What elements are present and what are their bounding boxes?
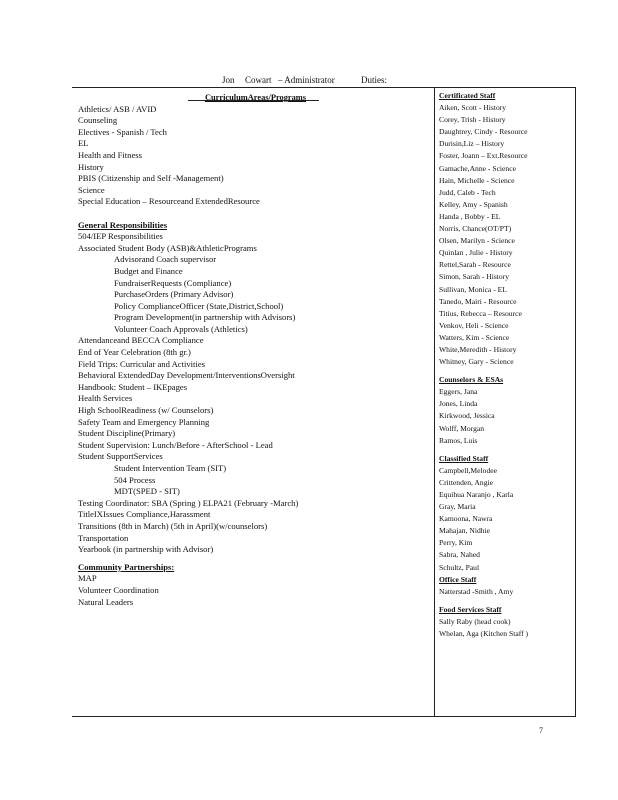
community-list — [78, 573, 433, 608]
staff-item: Tanedo, Mairi - Resource — [439, 296, 517, 306]
responsibility-item: Student Intervention Team (SIT) — [114, 463, 227, 473]
staff-item: Ramos, Luis — [439, 435, 478, 445]
certificated-heading: Certificated Staff — [439, 91, 496, 100]
responsibility-item: Yearbook (in partnership with Advisor) — [78, 544, 214, 555]
staff-item: Jones, Linda — [439, 399, 478, 409]
responsibility-item: Testing Coordinator: SBA (Spring ) ELPA21 (February -March) — [78, 497, 299, 508]
staff-item: Perry, Kim — [439, 538, 473, 548]
role-label: – Administrator — [278, 75, 335, 85]
curriculum-item: Health and Fitness — [78, 149, 142, 160]
staff-item: Durisin,Liz – History — [439, 139, 505, 149]
classified-heading: Classified Staff — [439, 453, 489, 463]
name-first: Jon — [222, 75, 235, 85]
staff-item: Sally Raby (head cook) — [439, 616, 511, 626]
staff-item: Daughtrey, Cindy - Resource — [439, 127, 528, 137]
staff-item: Wolff, Morgan — [439, 423, 485, 433]
responsibility-item: Student Discipline(Primary) — [78, 428, 176, 439]
staff-item: Norris, Chance(OT/PT) — [439, 224, 512, 234]
staff-item: Mahajan, Nidhie — [439, 526, 491, 536]
certificated-list — [439, 102, 573, 368]
curriculum-item: Electives - Spanish / Tech — [78, 126, 167, 137]
responsibility-item: High SchoolReadiness (w/ Counselors) — [78, 405, 214, 416]
divider — [434, 87, 435, 717]
curriculum-item: Athletics/ ASB / AVID — [78, 103, 157, 114]
responsibility-item: Safety Team and Emergency Planning — [78, 416, 210, 427]
curriculum-item: Special Education – Resourceand ExtendedResource — [78, 196, 260, 207]
food-heading: Food Services Staff — [439, 604, 502, 614]
staff-item: Quinlan , Julie - History — [439, 248, 513, 258]
staff-item: Judd, Caleb - Tech — [439, 187, 496, 197]
responsibility-item: Transitions (8th in March) (5th in April)(w/counselors) — [78, 520, 268, 531]
staff-item: Olsen, Marilyn - Science — [439, 236, 515, 246]
staff-item: Schultz, Paul — [439, 562, 480, 572]
responsibility-item: Associated Student Body (ASB)&AthleticPrograms — [78, 242, 257, 253]
responsibility-item: Student SupportServices — [78, 451, 163, 462]
responsibility-item: End of Year Celebration (8th gr.) — [78, 347, 191, 358]
community-heading: Community Partnerships: — [78, 561, 175, 572]
staff-item: White,Meredith - History — [439, 344, 517, 354]
staff-item: Rettel,Sarah - Resource — [439, 260, 511, 270]
staff-item: Venkov, Heli - Science — [439, 320, 509, 330]
staff-item: Foster, Joann – Ext.Resource — [439, 151, 528, 161]
staff-item: Natterstad -Smith , Amy — [439, 586, 514, 596]
community-item: Natural Leaders — [78, 596, 134, 607]
staff-item: Eggers, Jana — [439, 387, 478, 397]
staff-item: Corey, Trish - History — [439, 115, 506, 125]
office-heading: Office Staff — [439, 574, 477, 584]
staff-item: Hain, Michelle - Science — [439, 175, 515, 185]
general-heading: General Responsibilities — [78, 219, 168, 230]
staff-item: Whitney, Gary - Science — [439, 357, 514, 367]
duties-label: Duties: — [361, 75, 387, 85]
responsibility-item: Handbook: Student – IKEpages — [78, 381, 188, 392]
food-list — [439, 616, 573, 640]
staff-item: Whelan, Aga (Kitchen Staff ) — [439, 629, 529, 639]
responsibility-item: Attendanceand BECCA Compliance — [78, 335, 204, 346]
responsibility-item: Program Development(in partnership with Advisors) — [114, 312, 296, 323]
staff-item: Simon, Sarah - History — [439, 272, 510, 282]
divider — [72, 87, 576, 88]
responsibility-item: 504 Process — [114, 474, 156, 485]
responsibility-item: Budget and Finance — [114, 265, 183, 276]
staff-item: Sullivan, Monica - EL — [439, 284, 507, 294]
staff-item: Kirkwood, Jessica — [439, 411, 495, 421]
community-item: Volunteer Coordination — [78, 584, 159, 595]
staff-item: Titius, Rebecca – Resource — [439, 308, 522, 318]
staff-item: Watters, Kim - Science — [439, 332, 510, 342]
curriculum-item: Counseling — [78, 115, 118, 126]
staff-item: Gray, Maria — [439, 502, 476, 512]
classified-list — [439, 465, 573, 574]
curriculum-list — [78, 104, 433, 208]
staff-item: Gamache,Anne - Science — [439, 163, 516, 173]
curriculum-heading: CurriculumAreas/Programs — [204, 93, 307, 102]
divider — [72, 716, 576, 717]
curriculum-item: History — [78, 161, 104, 172]
counselors-heading: Counselors & ESAs — [439, 375, 504, 385]
responsibility-item: Field Trips: Curricular and Activities — [78, 358, 205, 369]
counselors-list — [439, 386, 573, 446]
staff-item: Crittenden, Angie — [439, 477, 493, 487]
curriculum-item: PBIS (Citizenship and Self -Management) — [78, 173, 224, 184]
staff-item: Kelley, Amy - Spanish — [439, 199, 508, 209]
staff-item: Aiken, Scott - History — [439, 103, 507, 113]
staff-item: Kamoona, Nawra — [439, 514, 493, 524]
name-last: Cowart — [245, 75, 272, 85]
office-list — [439, 586, 573, 598]
divider — [575, 87, 576, 717]
staff-item: Sabra, Nahed — [439, 550, 480, 560]
staff-item: Campbell,Melodee — [439, 465, 497, 475]
curriculum-item: EL — [78, 138, 89, 149]
staff-item: Equihua Naranjo , Karla — [439, 490, 514, 499]
responsibility-item: Transportation — [78, 532, 129, 543]
responsibility-item: Health Services — [78, 393, 133, 404]
page-number: 7 — [539, 726, 543, 735]
responsibility-item: Advisorand Coach supervisor — [114, 254, 217, 265]
responsibility-item: Volunteer Coach Approvals (Athletics) — [114, 323, 248, 334]
community-item: MAP — [78, 573, 97, 584]
general-list — [78, 231, 433, 556]
responsibility-item: Policy ComplianceOfficer (State,District,School) — [114, 300, 284, 311]
responsibility-item: TitleIXIssues Compliance,Harassment — [78, 509, 211, 520]
duties-column — [78, 92, 433, 608]
responsibility-item: Behavioral ExtendedDay Development/InterventionsOversight — [78, 370, 295, 381]
curriculum-item: Science — [78, 184, 105, 195]
responsibility-item: MDT(SPED - SIT) — [114, 486, 180, 497]
staff-item: Handa , Bobby - EL — [439, 211, 501, 221]
responsibility-item: FundraiserRequests (Compliance) — [114, 277, 232, 288]
responsibility-item: PurchaseOrders (Primary Advisor) — [114, 289, 234, 300]
responsibility-item: 504/IEP Responsibilities — [78, 231, 163, 242]
responsibility-item: Student Supervision: Lunch/Before - AfterSchool - Lead — [78, 439, 273, 450]
staff-column — [439, 90, 573, 640]
